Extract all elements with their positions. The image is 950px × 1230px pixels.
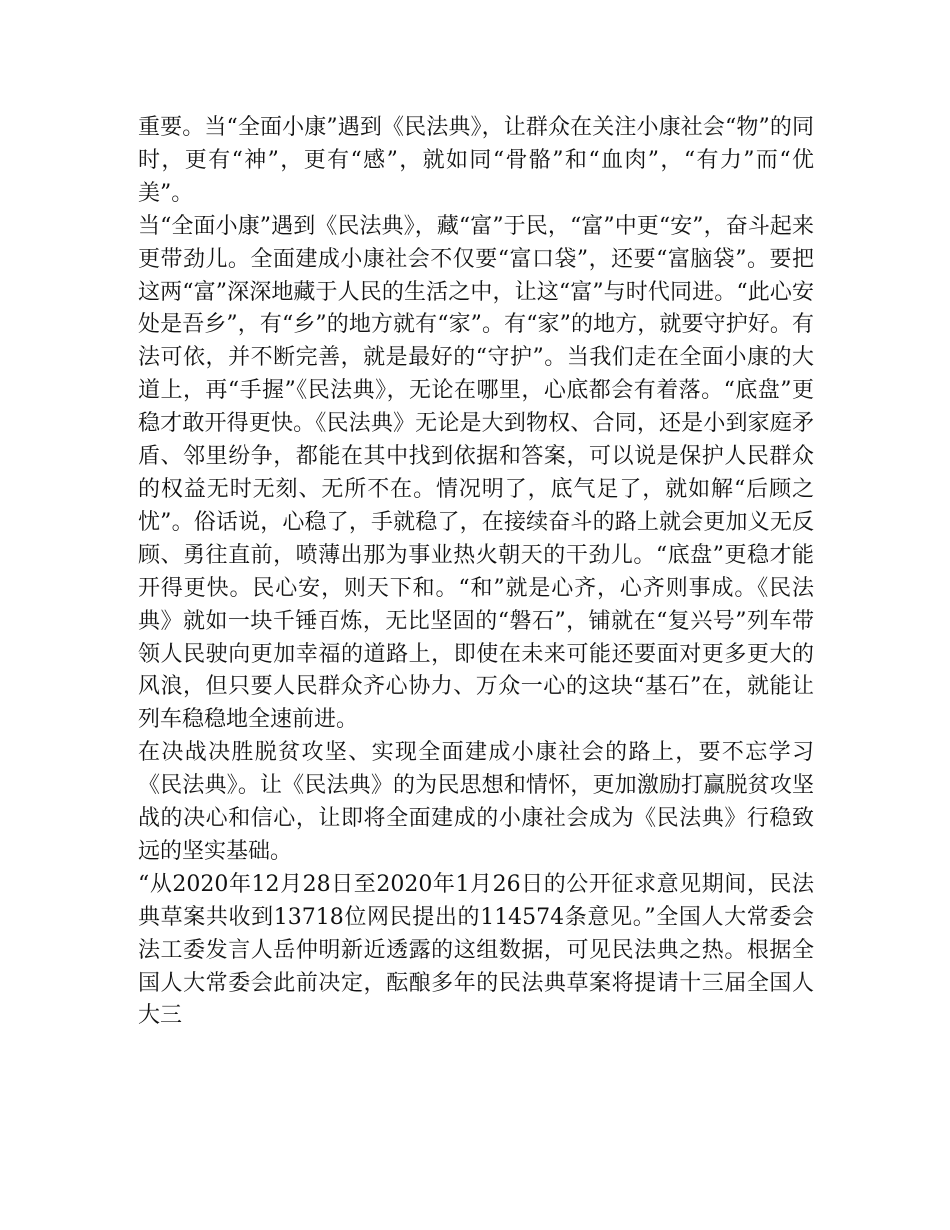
document-body bbox=[138, 112, 814, 1033]
paragraph-2: 当“全面小康”遇到《民法典》，藏“富”于民，“富”中更“安”，奋斗起来更带劲儿。全面建成小康社会不仅要“富口袋”，还要“富脑袋”。要把这两“富”深深地藏于人民的生活之中，让这“富”与时代同进。“此心安处是吾乡”，有“乡”的地方就有“家”。有“家”的地方，就要守护好。有法可依，并不断完善，就是最好的“守护”。当我们走在全面小康的大道上，再“手握”《民法典》，无论在哪里，心底都会有着落。“底盘”更稳才敢开得更快。《民法典》无论是大到物权、合同，还是小到家庭矛盾、邻里纷争，都能在其中找到依据和答案，可以说是保护人民群众的权益无时无刻、无所不在。情况明了，底气足了，就如解“后顾之忧”。俗话说，心稳了，手就稳了，在接续奋斗的路上就会更加义无反顾、勇往直前，喷薄出那为事业热火朝天的干劲儿。“底盘”更稳才能开得更快。民心安，则天下和。“和”就是心齐，心齐则事成。《民法典》就如一块千锤百炼，无比坚固的“磐石”，铺就在“复兴号”列车带领人民驶向更加幸福的道路上，即使在未来可能还要面对更多更大的风浪，但只要人民群众齐心协力、万众一心的这块“基石”在，就能让列车稳稳地全速前进。 bbox=[138, 213, 814, 733]
paragraph-1: 重要。当“全面小康”遇到《民法典》，让群众在关注小康社会“物”的同时，更有“神”，更有“感”，就如同“骨骼”和“血肉”，“有力”而“优美”。 bbox=[138, 115, 814, 206]
paragraph-4: “从2020年12月28日至2020年1月26日的公开征求意见期间，民法典草案共收到13718位网民提出的114574条意见。”全国人大常委会法工委发言人岳仲明新近透露的这组数据，可见民法典之热。根据全国人大常委会此前决定，酝酿多年的民法典草案将提请十三届全国人大三 bbox=[138, 871, 814, 1029]
paragraph-3: 在决战决胜脱贫攻坚、实现全面建成小康社会的路上，要不忘学习《民法典》。让《民法典》的为民思想和情怀，更加激励打赢脱贫攻坚战的决心和信心，让即将全面建成的小康社会成为《民法典》行稳致远的坚实基础。 bbox=[138, 740, 814, 864]
